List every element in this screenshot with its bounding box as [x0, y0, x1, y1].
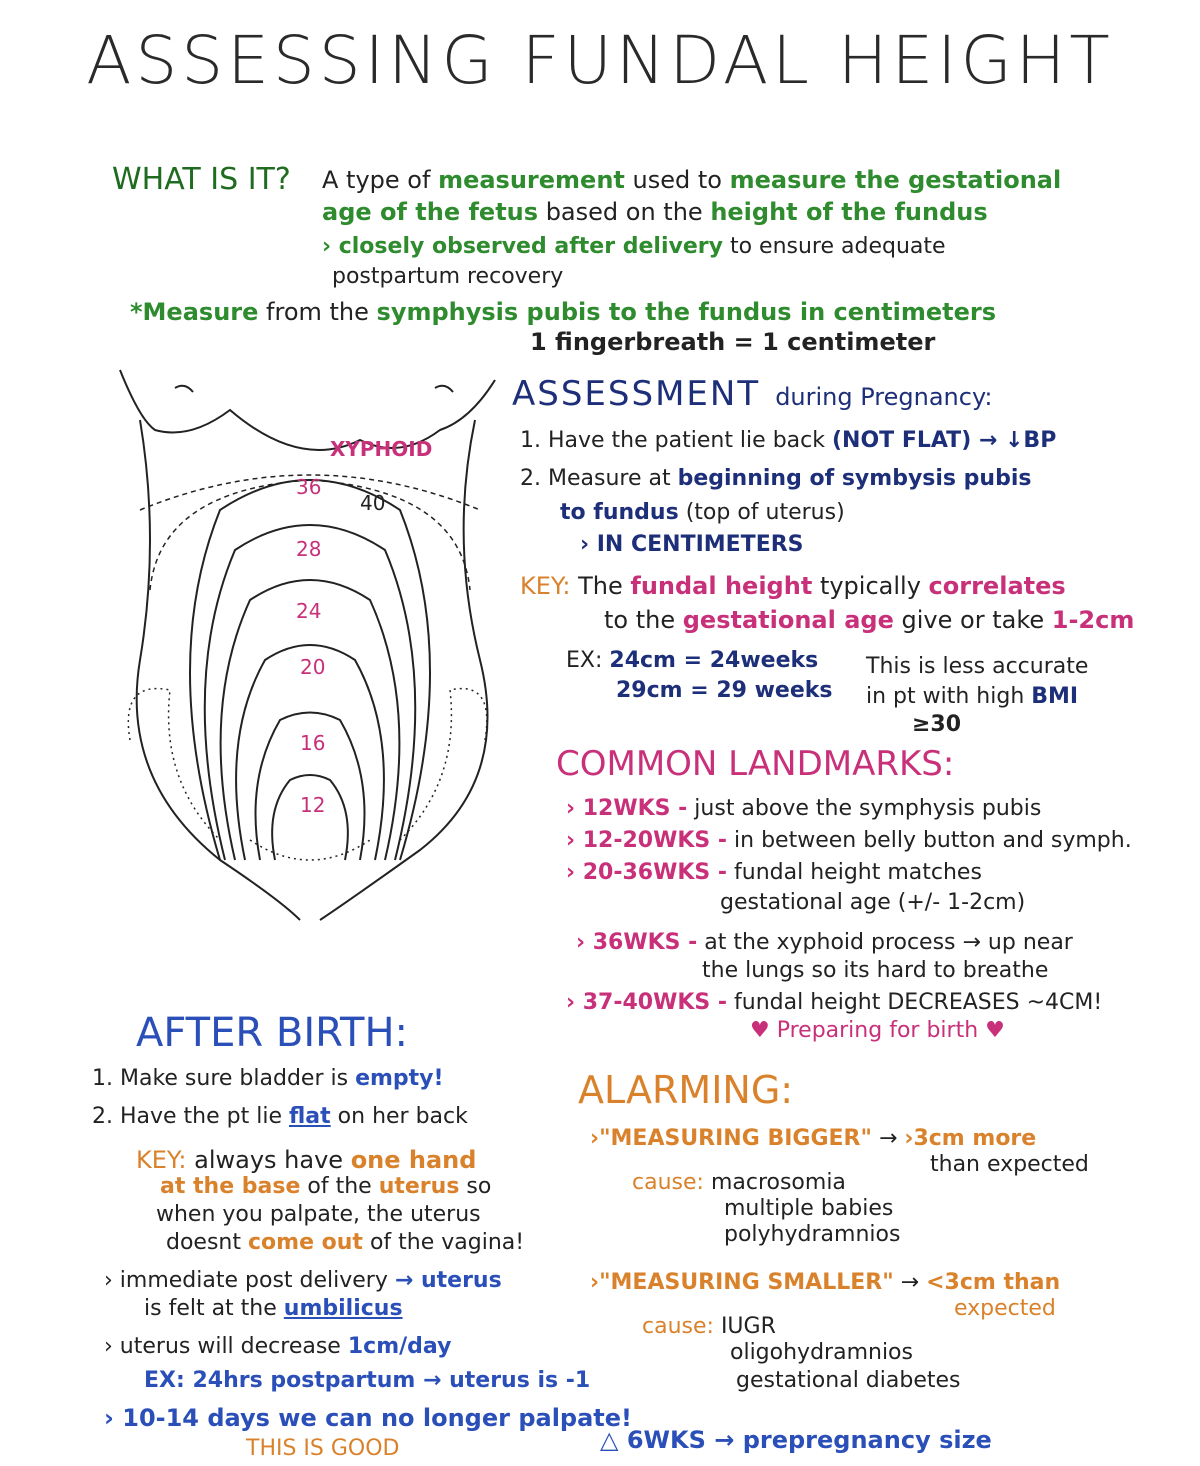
postpartum-final-note: △ 6WKS → prepregnancy size: [600, 1426, 992, 1454]
bigger-cause-3: polyhydramnios: [724, 1222, 901, 1247]
after-bullet-2: › uterus will decrease 1cm/day: [104, 1334, 452, 1359]
assessment-step-1: 1. Have the patient lie back (NOT FLAT) → ↓BP: [520, 428, 1057, 453]
after-birth-heading: AFTER BIRTH:: [136, 1010, 408, 1056]
landmark-20-36wks-cont: gestational age (+/- 1-2cm): [720, 890, 1026, 915]
landmarks-heading: COMMON LANDMARKS:: [556, 744, 955, 784]
measuring-bigger-cont: than expected: [930, 1152, 1089, 1177]
measuring-bigger: ›"MEASURING BIGGER" → ›3cm more: [590, 1126, 1037, 1151]
landmark-36wks: › 36WKS - at the xyphoid process → up near: [576, 930, 1073, 955]
assessment-step-2: 2. Measure at beginning of symbysis pubis: [520, 466, 1032, 491]
smaller-cause-1: cause: IUGR: [642, 1314, 776, 1339]
label-20: 20: [300, 655, 326, 679]
after-key-2: at the base of the uterus so: [160, 1174, 492, 1199]
measuring-smaller-cont: expected: [954, 1296, 1056, 1321]
after-bullet-2b: EX: 24hrs postpartum → uterus is -1: [144, 1368, 591, 1393]
assessment-heading: ASSESSMENT during Pregnancy:: [512, 374, 993, 414]
landmark-37-40wks-cont: ♥ Preparing for birth ♥: [750, 1018, 1005, 1043]
after-bullet-1b: is felt at the umbilicus: [144, 1296, 403, 1321]
fingerbreath-line: 1 fingerbreath = 1 centimeter: [530, 328, 936, 356]
accuracy-note-2: in pt with high BMI: [866, 684, 1079, 709]
accuracy-note-1: This is less accurate: [866, 654, 1089, 679]
example-line-1: EX: 24cm = 24weeks: [566, 648, 819, 673]
after-step-2: 2. Have the pt lie flat on her back: [92, 1104, 468, 1129]
landmark-12-20wks: › 12-20WKS - in between belly button and symph.: [566, 828, 1132, 853]
label-12: 12: [300, 793, 326, 817]
after-key-4: doesnt come out of the vagina!: [166, 1230, 525, 1255]
key-line-2: to the gestational age give or take 1-2cm: [604, 606, 1135, 634]
what-line-3: › closely observed after delivery to ensure adequate: [322, 234, 946, 259]
after-key-1: KEY: always have one hand: [136, 1146, 477, 1174]
bigger-cause-2: multiple babies: [724, 1196, 894, 1221]
what-line-2: age of the fetus based on the height of the fundus: [322, 198, 988, 226]
landmark-37-40wks: › 37-40WKS - fundal height DECREASES ~4CM!: [566, 990, 1103, 1015]
after-key-3: when you palpate, the uterus: [156, 1202, 481, 1227]
label-36: 36: [296, 475, 322, 499]
assessment-step-2c: › IN CENTIMETERS: [580, 532, 804, 557]
measure-line: *Measure from the symphysis pubis to the fundus in centimeters: [130, 298, 996, 326]
key-line-1: KEY: The fundal height typically correlates: [520, 572, 1066, 600]
what-line-4: postpartum recovery: [332, 264, 564, 289]
landmark-20-36wks: › 20-36WKS - fundal height matches: [566, 860, 982, 885]
alarming-heading: ALARMING:: [578, 1068, 794, 1112]
after-bullet-3: › 10-14 days we can no longer palpate!: [104, 1404, 632, 1432]
example-line-2: 29cm = 29 weeks: [616, 678, 833, 703]
label-28: 28: [296, 537, 322, 561]
smaller-cause-2: oligohydramnios: [730, 1340, 913, 1365]
label-24: 24: [296, 599, 322, 623]
what-label: WHAT IS IT?: [112, 162, 291, 197]
after-good-note: THIS IS GOOD: [246, 1436, 400, 1461]
uterus-diagram: [100, 360, 520, 950]
label-40: 40: [360, 491, 386, 515]
assessment-step-2b: to fundus (top of uterus): [560, 500, 845, 525]
after-bullet-1: › immediate post delivery → uterus: [104, 1268, 502, 1293]
landmark-36wks-cont: the lungs so its hard to breathe: [702, 958, 1049, 983]
page-title: ASSESSING FUNDAL HEIGHT: [86, 22, 1114, 99]
bigger-cause-1: cause: macrosomia: [632, 1170, 846, 1195]
smaller-cause-3: gestational diabetes: [736, 1368, 961, 1393]
triangle-icon: △: [600, 1426, 619, 1454]
label-xyphoid: XYPHOID: [330, 437, 433, 461]
what-line-1: A type of measurement used to measure the gestational: [322, 166, 1062, 194]
measuring-smaller: ›"MEASURING SMALLER" → <3cm than: [590, 1270, 1061, 1295]
landmark-12wks: › 12WKS - just above the symphysis pubis: [566, 796, 1042, 821]
label-16: 16: [300, 731, 326, 755]
accuracy-note-3: ≥30: [912, 712, 962, 737]
after-step-1: 1. Make sure bladder is empty!: [92, 1066, 444, 1091]
